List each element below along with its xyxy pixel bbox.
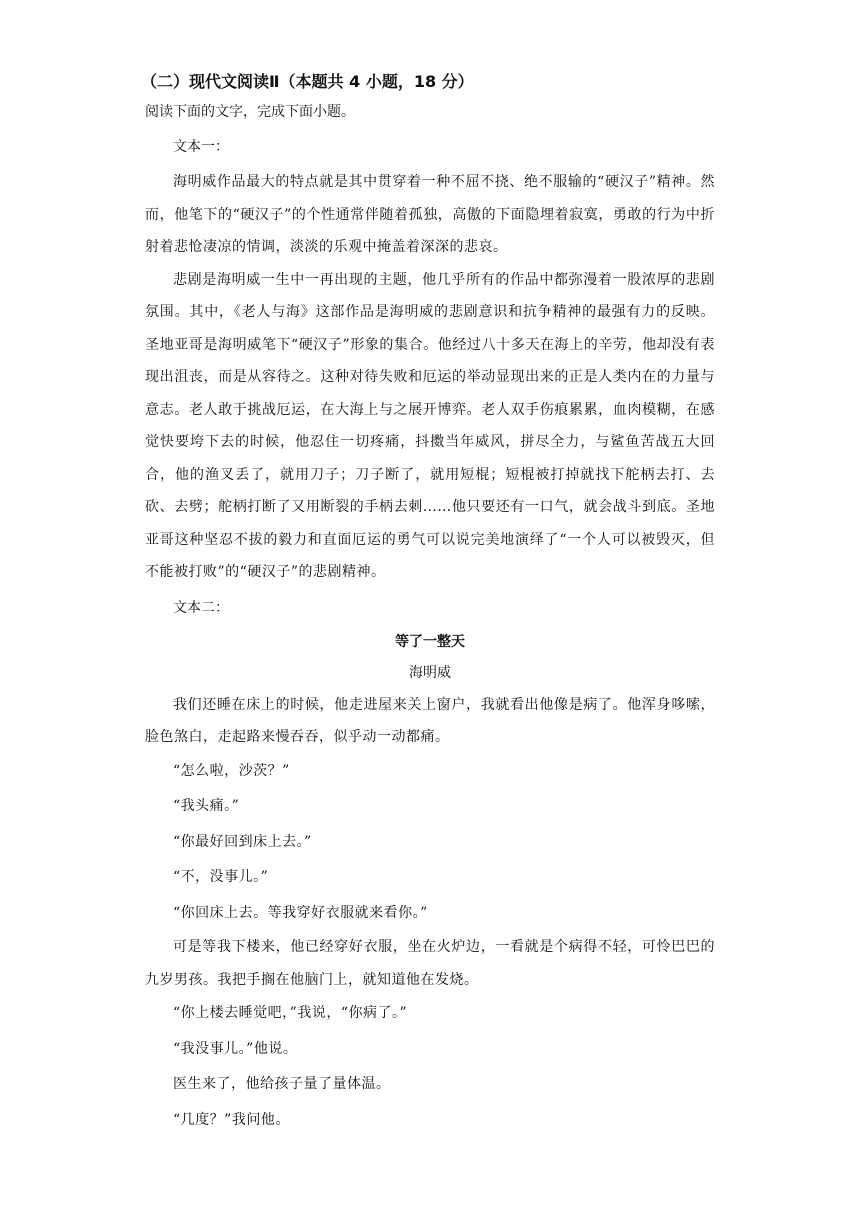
story-paragraph-2: 可是等我下楼来，他已经穿好衣服，坐在火炉边，一看就是个病得不轻，可怜巴巴的九岁男孩。我把手搁在他脑门上，就知道他在发烧。	[145, 939, 715, 988]
section-heading: （二）现代文阅读Ⅱ（本题共 4 小题，18 分）	[141, 72, 474, 91]
story-paragraph-1: 我们还睡在床上的时候，他走进屋来关上窗户，我就看出他像是病了。他浑身哆嗦，脸色煞白，走起路来慢吞吞，似乎动一动都痛。	[145, 696, 715, 745]
dialog-line: “我头痛。”	[173, 798, 240, 814]
story-narration: 医生来了，他给孩子量了量体温。	[173, 1076, 391, 1092]
dialog-line: “几度？”我问他。	[173, 1111, 290, 1128]
text-one-paragraph-1: 海明威作品最大的特点就是其中贯穿着一种不屈不挠、绝不服输的“硬汉子”精神。然而，他笔下的“硬汉子”的个性通常伴随着孤独，高傲的下面隐埋着寂寞，勇敢的行为中折射着悲怆凄凉的情调，淡淡的乐观中掩盖着深深的悲哀。	[145, 174, 715, 255]
dialog-line: “你上楼去睡觉吧，”我说，“你病了。”	[173, 1005, 408, 1021]
text-two-label: 文本二：	[173, 599, 229, 616]
dialog-line: “怎么啦，沙茨？”	[173, 762, 290, 779]
text-one-label: 文本一：	[173, 139, 229, 155]
dialog-line: “你回床上去。等我穿好衣服就来看你。”	[173, 904, 428, 921]
story-title: 等了一整天	[395, 633, 465, 650]
text-one-paragraph-2: 悲剧是海明威一生中一再出现的主题，他几乎所有的作品中都弥漫着一股浓厚的悲剧氛围。其中，《老人与海》这部作品是海明威的悲剧意识和抗争精神的最强有力的反映。圣地亚哥是海明威笔下“硬汉子”形象的集合。他经过八十多天在海上的辛劳，他却没有表现出沮丧，而是从容待之。这种对待失败和厄运的举动显现出来的正是人类内在的力量与意志。老人敢于挑战厄运，在大海上与之展开博弈。老人双手伤痕累累，血肉模糊，在感觉快要垮下去的时候，他忍住一切疼痛，抖擞当年威风，拼尽全力，与鲨鱼苦战五大回合，他的渔叉丢了，就用刀子；刀子断了，就用短棍；短棍被打掉就找下舵柄去打、去砍、去劈；舵柄打断了又用断裂的手柄去刺……他只要还有一口气，就会战斗到底。圣地亚哥这种坚忍不拔的毅力和直面厄运的勇气可以说完美地演绎了“一个人可以被毁灭，但不能被打败”的“硬汉子”的悲剧精神。	[145, 271, 715, 580]
dialog-line: “你最好回到床上去。”	[173, 833, 312, 850]
dialog-line: “我没事儿。”他说。	[173, 1040, 298, 1057]
instruction-text: 阅读下面的文字，完成下面小题。	[145, 104, 355, 120]
dialog-line: “不，没事儿。”	[173, 869, 269, 885]
document-page	[141, 68, 715, 1138]
story-author: 海明威	[409, 664, 451, 681]
